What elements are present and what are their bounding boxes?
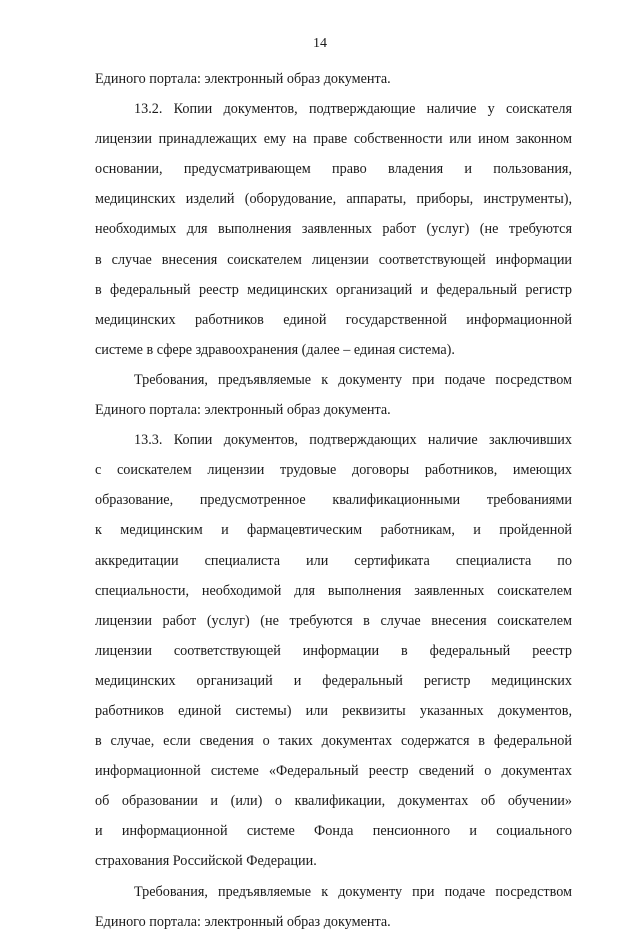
text-line: Единого портала: электронный образ документа. — [95, 71, 391, 87]
text-line: системе в сфере здравоохранения (далее – единая система). — [95, 341, 455, 358]
text-line: медицинских изделий (оборудование, аппараты, приборы, инструменты), — [95, 191, 572, 208]
text-line: к медицинским и фармацевтическим работникам, и пройденной — [95, 522, 572, 539]
text-line: с соискателем лицензии трудовые договоры работников, имеющих — [95, 462, 572, 479]
text-line: медицинских работников единой государственной информационной — [95, 311, 572, 328]
text-line: 13.2. Копии документов, подтверждающие наличие у соискателя — [134, 101, 572, 118]
text-line: 13.3. Копии документов, подтверждающих наличие заключивших — [134, 432, 572, 449]
document-body — [95, 64, 572, 937]
text-line: Требования, предъявляемые к документу при подаче посредством — [134, 371, 572, 388]
text-line: Единого портала: электронный образ документа. — [95, 913, 391, 930]
text-line: лицензии принадлежащих ему на праве собственности или ином законном — [95, 131, 572, 148]
text-line: образование, предусмотренное квалификационными требованиями — [95, 492, 572, 509]
text-line: лицензии работ (услуг) (не требуются в случае внесения соискателем — [95, 612, 572, 629]
page-number: 14 — [313, 36, 327, 51]
text-line: Единого портала: электронный образ документа. — [95, 402, 391, 419]
text-line: основании, предусматривающем право владения и пользования, — [95, 161, 572, 178]
text-line: медицинских организаций и федеральный регистр медицинских — [95, 672, 572, 689]
text-line: информационной системе «Федеральный реестр сведений о документах — [95, 763, 572, 780]
text-line: лицензии соответствующей информации в федеральный реестр — [95, 642, 572, 659]
text-line: Требования, предъявляемые к документу при подаче посредством — [134, 883, 572, 900]
text-line: в случае, если сведения о таких документах содержатся в федеральной — [95, 733, 572, 750]
text-line: в федеральный реестр медицинских организаций и федеральный регистр — [95, 281, 572, 298]
text-line: работников единой системы) или реквизиты указанных документов, — [95, 702, 572, 719]
text-line: специальности, необходимой для выполнения заявленных соискателем — [95, 582, 572, 599]
text-line: и информационной системе Фонда пенсионного и социального — [95, 823, 572, 840]
text-line: страхования Российской Федерации. — [95, 853, 317, 870]
text-line: необходимых для выполнения заявленных работ (услуг) (не требуются — [95, 221, 572, 238]
text-line: об образовании и (или) о квалификации, документах об обучении» — [95, 793, 572, 810]
text-line: аккредитации специалиста или сертификата специалиста по — [95, 552, 572, 569]
text-line: в случае внесения соискателем лицензии соответствующей информации — [95, 251, 572, 268]
